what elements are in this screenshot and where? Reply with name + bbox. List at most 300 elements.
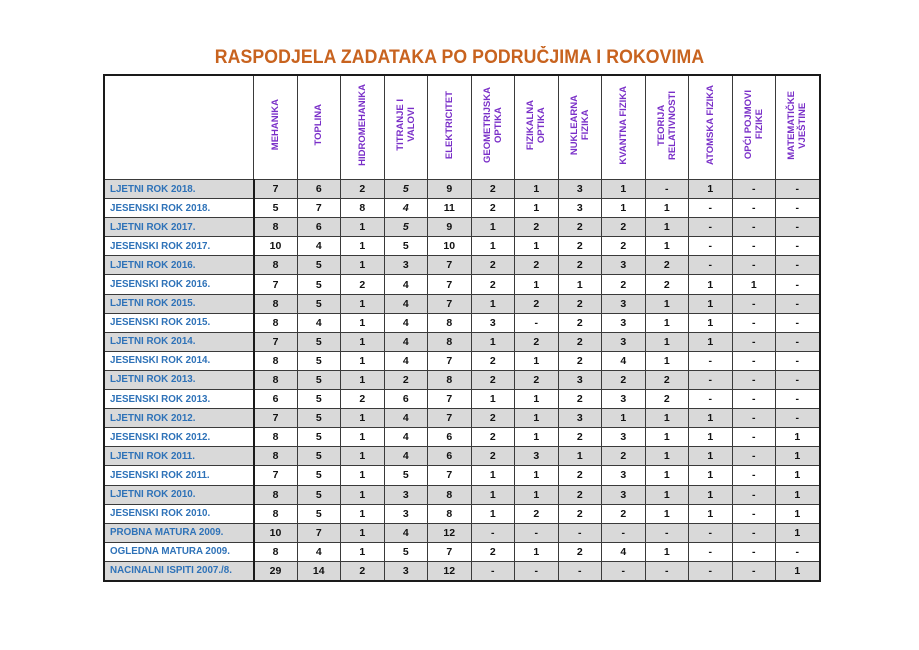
value-cell: 2 xyxy=(471,199,515,218)
value-cell: 1 xyxy=(776,561,820,581)
value-cell: 4 xyxy=(384,428,428,447)
page-title: RASPODJELA ZADATAKA PO PODRUČJIMA I ROKOVIMA xyxy=(214,47,705,68)
value-cell: 7 xyxy=(254,332,298,351)
value-cell: 4 xyxy=(602,542,646,561)
value-cell: 3 xyxy=(384,256,428,275)
value-cell: 1 xyxy=(776,485,820,504)
value-cell: 1 xyxy=(341,370,385,389)
value-cell: 1 xyxy=(645,351,689,370)
value-cell: 1 xyxy=(515,466,559,485)
value-cell: 5 xyxy=(297,466,341,485)
value-cell: 4 xyxy=(384,313,428,332)
value-cell: 2 xyxy=(341,180,385,199)
value-cell: 1 xyxy=(689,275,733,294)
value-cell: 8 xyxy=(254,256,298,275)
value-cell: 1 xyxy=(689,428,733,447)
value-cell: 3 xyxy=(602,485,646,504)
value-cell: 1 xyxy=(515,390,559,409)
table-row xyxy=(104,256,820,275)
value-cell: 2 xyxy=(471,428,515,447)
value-cell: - xyxy=(732,428,776,447)
value-cell: 3 xyxy=(384,485,428,504)
table-body xyxy=(104,180,820,581)
table-row xyxy=(104,409,820,428)
value-cell: - xyxy=(732,332,776,351)
value-cell: 8 xyxy=(428,313,472,332)
value-cell: 9 xyxy=(428,180,472,199)
value-cell: 14 xyxy=(297,561,341,581)
table-row xyxy=(104,390,820,409)
value-cell: 4 xyxy=(384,332,428,351)
value-cell: - xyxy=(689,199,733,218)
value-cell: 1 xyxy=(341,351,385,370)
row-label: LJETNI ROK 2016. xyxy=(104,256,254,275)
value-cell: 1 xyxy=(471,466,515,485)
row-label: LJETNI ROK 2013. xyxy=(104,370,254,389)
column-header-label: MATEMATIČKE VJEŠTINE xyxy=(786,90,809,160)
table-row xyxy=(104,218,820,237)
table-row xyxy=(104,561,820,581)
value-cell: 1 xyxy=(689,447,733,466)
value-cell: - xyxy=(732,390,776,409)
value-cell: - xyxy=(732,542,776,561)
value-cell: 5 xyxy=(297,370,341,389)
value-cell: 1 xyxy=(645,313,689,332)
value-cell: 1 xyxy=(341,332,385,351)
value-cell: - xyxy=(689,542,733,561)
value-cell: 4 xyxy=(384,294,428,313)
value-cell: 2 xyxy=(645,390,689,409)
value-cell: 4 xyxy=(384,275,428,294)
value-cell: 2 xyxy=(471,409,515,428)
value-cell: - xyxy=(732,409,776,428)
value-cell: 1 xyxy=(341,256,385,275)
value-cell: 7 xyxy=(428,466,472,485)
table-row xyxy=(104,485,820,504)
value-cell: 4 xyxy=(384,447,428,466)
value-cell: 8 xyxy=(254,351,298,370)
value-cell: 1 xyxy=(341,542,385,561)
value-cell: 2 xyxy=(558,351,602,370)
value-cell: 2 xyxy=(341,275,385,294)
value-cell: 29 xyxy=(254,561,298,581)
row-label: LJETNI ROK 2014. xyxy=(104,332,254,351)
value-cell: - xyxy=(471,561,515,581)
value-cell: 5 xyxy=(297,275,341,294)
value-cell: 7 xyxy=(428,256,472,275)
column-header xyxy=(471,75,515,180)
value-cell: - xyxy=(776,370,820,389)
header-row xyxy=(104,75,820,180)
value-cell: 4 xyxy=(384,199,428,218)
value-cell: - xyxy=(732,561,776,581)
value-cell: - xyxy=(689,523,733,542)
column-header-label: OPĆI POJMOVI FIZIKE xyxy=(742,90,765,160)
value-cell: 3 xyxy=(515,447,559,466)
value-cell: 1 xyxy=(689,466,733,485)
value-cell: 5 xyxy=(384,237,428,256)
value-cell: 1 xyxy=(689,409,733,428)
value-cell: 1 xyxy=(341,313,385,332)
value-cell: - xyxy=(689,351,733,370)
value-cell: 1 xyxy=(341,428,385,447)
value-cell: 2 xyxy=(602,504,646,523)
value-cell: 7 xyxy=(428,390,472,409)
value-cell: 3 xyxy=(602,390,646,409)
value-cell: 1 xyxy=(558,447,602,466)
value-cell: - xyxy=(732,313,776,332)
value-cell: - xyxy=(732,485,776,504)
value-cell: 1 xyxy=(341,237,385,256)
value-cell: 2 xyxy=(558,294,602,313)
table-row xyxy=(104,313,820,332)
value-cell: 2 xyxy=(645,256,689,275)
value-cell: 1 xyxy=(515,485,559,504)
value-cell: - xyxy=(689,256,733,275)
value-cell: 1 xyxy=(732,275,776,294)
row-label: JESENSKI ROK 2017. xyxy=(104,237,254,256)
value-cell: 11 xyxy=(428,199,472,218)
value-cell: 5 xyxy=(254,199,298,218)
value-cell: 7 xyxy=(428,542,472,561)
value-cell: 7 xyxy=(254,409,298,428)
value-cell: 2 xyxy=(471,275,515,294)
value-cell: - xyxy=(732,218,776,237)
value-cell: 8 xyxy=(254,370,298,389)
value-cell: 2 xyxy=(645,370,689,389)
row-label: PROBNA MATURA 2009. xyxy=(104,523,254,542)
column-header-label: TEORIJA RELATIVNOSTI xyxy=(655,90,678,160)
table-row xyxy=(104,351,820,370)
column-header xyxy=(732,75,776,180)
value-cell: - xyxy=(776,332,820,351)
value-cell: 2 xyxy=(471,256,515,275)
value-cell: 2 xyxy=(471,447,515,466)
value-cell: 1 xyxy=(341,466,385,485)
value-cell: 6 xyxy=(428,447,472,466)
value-cell: 5 xyxy=(297,294,341,313)
row-label: LJETNI ROK 2017. xyxy=(104,218,254,237)
value-cell: 8 xyxy=(428,370,472,389)
value-cell: 2 xyxy=(515,218,559,237)
row-label: LJETNI ROK 2010. xyxy=(104,485,254,504)
table-row xyxy=(104,332,820,351)
column-header-label: ELEKTRICITET xyxy=(443,90,455,160)
value-cell: 5 xyxy=(297,256,341,275)
value-cell: 8 xyxy=(254,504,298,523)
column-header xyxy=(297,75,341,180)
column-header xyxy=(776,75,820,180)
value-cell: 5 xyxy=(297,332,341,351)
value-cell: 8 xyxy=(254,447,298,466)
column-header xyxy=(515,75,559,180)
value-cell: 2 xyxy=(341,390,385,409)
value-cell: 1 xyxy=(776,504,820,523)
value-cell: 1 xyxy=(645,237,689,256)
value-cell: - xyxy=(645,561,689,581)
table-row xyxy=(104,237,820,256)
value-cell: 2 xyxy=(602,370,646,389)
value-cell: - xyxy=(732,523,776,542)
value-cell: 2 xyxy=(515,370,559,389)
row-label: OGLEDNA MATURA 2009. xyxy=(104,542,254,561)
value-cell: - xyxy=(515,561,559,581)
value-cell: 4 xyxy=(384,409,428,428)
column-header-label: MEHANIKA xyxy=(269,99,281,151)
column-header-label: FIZIKALNA OPTIKA xyxy=(525,99,548,151)
column-header-label: NUKLEARNA FIZIKA xyxy=(568,94,591,156)
value-cell: 1 xyxy=(645,447,689,466)
column-header-label: GEOMETRIJSKA OPTIKA xyxy=(481,86,504,163)
column-header xyxy=(645,75,689,180)
table-row xyxy=(104,294,820,313)
value-cell: - xyxy=(689,370,733,389)
value-cell: 2 xyxy=(558,466,602,485)
table-row xyxy=(104,180,820,199)
value-cell: - xyxy=(515,313,559,332)
value-cell: 2 xyxy=(558,313,602,332)
row-label: JESENSKI ROK 2015. xyxy=(104,313,254,332)
value-cell: 1 xyxy=(341,504,385,523)
table-row xyxy=(104,542,820,561)
value-cell: 6 xyxy=(254,390,298,409)
value-cell: 7 xyxy=(297,199,341,218)
value-cell: 3 xyxy=(558,409,602,428)
value-cell: 8 xyxy=(428,332,472,351)
value-cell: 5 xyxy=(297,390,341,409)
column-header xyxy=(254,75,298,180)
value-cell: 5 xyxy=(297,351,341,370)
value-cell: 3 xyxy=(558,199,602,218)
value-cell: 5 xyxy=(384,218,428,237)
value-cell: 1 xyxy=(341,523,385,542)
value-cell: 2 xyxy=(471,370,515,389)
table-row xyxy=(104,275,820,294)
value-cell: 2 xyxy=(602,447,646,466)
value-cell: 1 xyxy=(471,390,515,409)
value-cell: 3 xyxy=(558,370,602,389)
value-cell: - xyxy=(645,180,689,199)
value-cell: 4 xyxy=(602,351,646,370)
value-cell: - xyxy=(776,313,820,332)
value-cell: 3 xyxy=(602,294,646,313)
table-row xyxy=(104,428,820,447)
value-cell: - xyxy=(776,294,820,313)
column-header-label: TOPLINA xyxy=(313,104,325,146)
value-cell: 8 xyxy=(428,485,472,504)
value-cell: 8 xyxy=(254,218,298,237)
value-cell: 2 xyxy=(558,218,602,237)
value-cell: - xyxy=(732,199,776,218)
value-cell: 1 xyxy=(776,428,820,447)
value-cell: - xyxy=(602,523,646,542)
value-cell: 1 xyxy=(471,294,515,313)
value-cell: 5 xyxy=(297,409,341,428)
value-cell: - xyxy=(515,523,559,542)
row-label: JESENSKI ROK 2011. xyxy=(104,466,254,485)
value-cell: 1 xyxy=(471,485,515,504)
value-cell: 1 xyxy=(645,485,689,504)
row-label: JESENSKI ROK 2014. xyxy=(104,351,254,370)
value-cell: - xyxy=(732,370,776,389)
value-cell: - xyxy=(689,218,733,237)
value-cell: - xyxy=(689,561,733,581)
value-cell: 7 xyxy=(297,523,341,542)
value-cell: 2 xyxy=(515,504,559,523)
column-header xyxy=(558,75,602,180)
value-cell: 1 xyxy=(515,351,559,370)
row-label: JESENSKI ROK 2010. xyxy=(104,504,254,523)
value-cell: 1 xyxy=(689,180,733,199)
value-cell: - xyxy=(776,542,820,561)
value-cell: 4 xyxy=(384,351,428,370)
value-cell: 6 xyxy=(297,218,341,237)
value-cell: 2 xyxy=(515,256,559,275)
value-cell: 8 xyxy=(254,428,298,447)
value-cell: 2 xyxy=(602,275,646,294)
value-cell: 2 xyxy=(558,390,602,409)
value-cell: 12 xyxy=(428,561,472,581)
value-cell: 1 xyxy=(645,409,689,428)
value-cell: 2 xyxy=(558,485,602,504)
value-cell: 2 xyxy=(602,218,646,237)
value-cell: 1 xyxy=(689,504,733,523)
value-cell: 1 xyxy=(645,428,689,447)
value-cell: 3 xyxy=(558,180,602,199)
value-cell: 1 xyxy=(776,466,820,485)
value-cell: 1 xyxy=(471,237,515,256)
value-cell: 2 xyxy=(384,370,428,389)
value-cell: - xyxy=(776,275,820,294)
value-cell: 6 xyxy=(297,180,341,199)
table-row xyxy=(104,466,820,485)
value-cell: - xyxy=(689,237,733,256)
table-row xyxy=(104,447,820,466)
table-row xyxy=(104,370,820,389)
value-cell: 1 xyxy=(645,542,689,561)
value-cell: - xyxy=(776,390,820,409)
value-cell: - xyxy=(732,256,776,275)
value-cell: - xyxy=(689,390,733,409)
value-cell: 10 xyxy=(254,237,298,256)
table-row xyxy=(104,523,820,542)
value-cell: 2 xyxy=(515,294,559,313)
value-cell: - xyxy=(645,523,689,542)
value-cell: 8 xyxy=(254,294,298,313)
value-cell: 7 xyxy=(254,466,298,485)
value-cell: - xyxy=(732,447,776,466)
value-cell: 8 xyxy=(341,199,385,218)
column-header xyxy=(689,75,733,180)
value-cell: 8 xyxy=(254,542,298,561)
value-cell: 1 xyxy=(341,218,385,237)
column-header-label: HIDROMEHANIKA xyxy=(356,84,368,166)
value-cell: 2 xyxy=(558,237,602,256)
value-cell: 1 xyxy=(645,466,689,485)
value-cell: - xyxy=(776,199,820,218)
value-cell: 1 xyxy=(515,199,559,218)
value-cell: - xyxy=(776,351,820,370)
value-cell: 3 xyxy=(602,428,646,447)
row-label: JESENSKI ROK 2018. xyxy=(104,199,254,218)
value-cell: 1 xyxy=(776,447,820,466)
value-cell: 1 xyxy=(515,542,559,561)
value-cell: 4 xyxy=(297,542,341,561)
value-cell: 1 xyxy=(645,199,689,218)
value-cell: 8 xyxy=(254,485,298,504)
value-cell: 5 xyxy=(297,485,341,504)
value-cell: 3 xyxy=(602,466,646,485)
value-cell: 7 xyxy=(254,180,298,199)
column-header-label: KVANTNA FIZIKA xyxy=(617,85,629,165)
value-cell: 3 xyxy=(384,561,428,581)
value-cell: - xyxy=(776,237,820,256)
value-cell: 1 xyxy=(645,504,689,523)
value-cell: - xyxy=(732,180,776,199)
value-cell: 2 xyxy=(341,561,385,581)
value-cell: 2 xyxy=(558,332,602,351)
value-cell: 1 xyxy=(558,275,602,294)
value-cell: 10 xyxy=(428,237,472,256)
value-cell: 1 xyxy=(689,485,733,504)
column-header-label: ATOMSKA FIZIKA xyxy=(704,84,716,166)
value-cell: - xyxy=(732,504,776,523)
value-cell: 7 xyxy=(254,275,298,294)
value-cell: 1 xyxy=(515,409,559,428)
column-header xyxy=(341,75,385,180)
value-cell: - xyxy=(602,561,646,581)
value-cell: 2 xyxy=(558,256,602,275)
value-cell: 2 xyxy=(558,428,602,447)
value-cell: 2 xyxy=(471,180,515,199)
value-cell: 10 xyxy=(254,523,298,542)
value-cell: - xyxy=(732,294,776,313)
column-header xyxy=(602,75,646,180)
value-cell: 1 xyxy=(471,218,515,237)
row-label: JESENSKI ROK 2012. xyxy=(104,428,254,447)
column-header-label: TITRANJE I VALOVI xyxy=(394,99,417,151)
value-cell: 2 xyxy=(471,542,515,561)
value-cell: 3 xyxy=(602,313,646,332)
value-cell: 1 xyxy=(471,504,515,523)
value-cell: - xyxy=(776,218,820,237)
value-cell: 4 xyxy=(297,237,341,256)
column-header xyxy=(428,75,472,180)
value-cell: 1 xyxy=(341,294,385,313)
value-cell: 7 xyxy=(428,275,472,294)
value-cell: 7 xyxy=(428,351,472,370)
value-cell: 1 xyxy=(689,294,733,313)
value-cell: 1 xyxy=(602,409,646,428)
value-cell: 2 xyxy=(558,542,602,561)
value-cell: - xyxy=(776,409,820,428)
value-cell: 1 xyxy=(689,332,733,351)
value-cell: 1 xyxy=(645,294,689,313)
value-cell: 5 xyxy=(384,466,428,485)
table-row xyxy=(104,504,820,523)
distribution-table xyxy=(103,74,821,582)
column-header xyxy=(384,75,428,180)
value-cell: 2 xyxy=(515,332,559,351)
value-cell: - xyxy=(471,523,515,542)
corner-cell xyxy=(104,75,254,180)
value-cell: 6 xyxy=(428,428,472,447)
value-cell: - xyxy=(558,523,602,542)
value-cell: 1 xyxy=(689,313,733,332)
value-cell: - xyxy=(732,351,776,370)
value-cell: 2 xyxy=(558,504,602,523)
value-cell: 5 xyxy=(297,504,341,523)
